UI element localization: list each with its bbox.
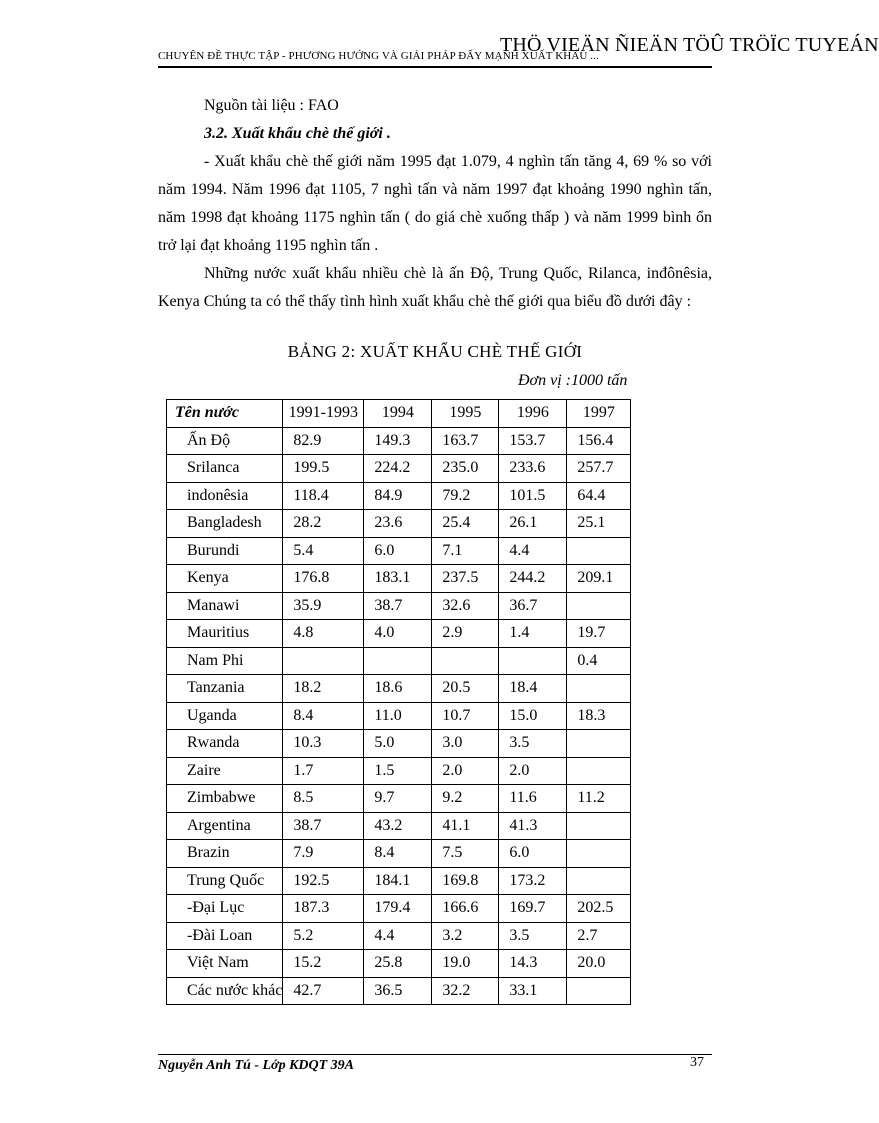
value-cell: 25.8	[364, 950, 432, 978]
value-cell	[499, 647, 567, 675]
table-row	[167, 455, 631, 483]
value-cell: 11.0	[364, 702, 432, 730]
value-cell	[283, 647, 364, 675]
value-cell	[364, 647, 432, 675]
value-cell: 202.5	[567, 895, 631, 923]
value-cell: 169.8	[432, 867, 499, 895]
country-cell: Ấn Độ	[167, 427, 283, 455]
table-row	[167, 702, 631, 730]
value-cell: 42.7	[283, 977, 364, 1005]
value-cell: 10.3	[283, 730, 364, 758]
value-cell: 6.0	[499, 840, 567, 868]
value-cell	[567, 977, 631, 1005]
table-row	[167, 812, 631, 840]
value-cell: 35.9	[283, 592, 364, 620]
value-cell: 36.7	[499, 592, 567, 620]
table-row	[167, 647, 631, 675]
table-header-row	[167, 400, 631, 428]
table-row	[167, 675, 631, 703]
value-cell: 41.3	[499, 812, 567, 840]
value-cell: 84.9	[364, 482, 432, 510]
value-cell: 14.3	[499, 950, 567, 978]
value-cell: 3.2	[432, 922, 499, 950]
value-cell: 4.4	[364, 922, 432, 950]
value-cell	[567, 675, 631, 703]
value-cell: 184.1	[364, 867, 432, 895]
value-cell: 233.6	[499, 455, 567, 483]
value-cell: 224.2	[364, 455, 432, 483]
value-cell	[432, 647, 499, 675]
value-cell: 20.0	[567, 950, 631, 978]
value-cell: 5.0	[364, 730, 432, 758]
value-cell: 1.7	[283, 757, 364, 785]
country-cell: Trung Quốc	[167, 867, 283, 895]
value-cell: 183.1	[364, 565, 432, 593]
value-cell: 1.5	[364, 757, 432, 785]
running-header-title: CHUYÊN ĐỀ THỰC TẬP - PHƯƠNG HƯỚNG VÀ GIẢI PHÁP ĐẨY MẠNH XUẤT KHẨU ...	[158, 50, 599, 62]
document-body	[158, 92, 712, 316]
value-cell: 118.4	[283, 482, 364, 510]
value-cell: 0.4	[567, 647, 631, 675]
country-cell: Rwanda	[167, 730, 283, 758]
table-row	[167, 592, 631, 620]
country-cell: Zimbabwe	[167, 785, 283, 813]
table-row	[167, 950, 631, 978]
table-title: BẢNG 2: XUẤT KHẨU CHÈ THẾ GIỚI	[287, 342, 583, 361]
header-cell: 1995	[432, 400, 499, 428]
table-row	[167, 537, 631, 565]
country-cell: Brazin	[167, 840, 283, 868]
header-cell: Tên nước	[167, 400, 283, 428]
value-cell: 15.2	[283, 950, 364, 978]
table-row	[167, 895, 631, 923]
country-cell: Nam Phi	[167, 647, 283, 675]
value-cell: 235.0	[432, 455, 499, 483]
value-cell: 4.0	[364, 620, 432, 648]
value-cell: 6.0	[364, 537, 432, 565]
value-cell: 25.4	[432, 510, 499, 538]
value-cell: 32.6	[432, 592, 499, 620]
value-cell: 19.7	[567, 620, 631, 648]
value-cell: 192.5	[283, 867, 364, 895]
value-cell: 7.5	[432, 840, 499, 868]
country-cell: Uganda	[167, 702, 283, 730]
value-cell: 209.1	[567, 565, 631, 593]
value-cell: 3.5	[499, 922, 567, 950]
value-cell: 179.4	[364, 895, 432, 923]
table-row	[167, 785, 631, 813]
value-cell: 36.5	[364, 977, 432, 1005]
value-cell: 2.0	[432, 757, 499, 785]
table-row	[167, 757, 631, 785]
value-cell: 257.7	[567, 455, 631, 483]
value-cell: 4.4	[499, 537, 567, 565]
value-cell: 163.7	[432, 427, 499, 455]
value-cell: 9.2	[432, 785, 499, 813]
value-cell: 18.3	[567, 702, 631, 730]
value-cell: 237.5	[432, 565, 499, 593]
value-cell: 2.7	[567, 922, 631, 950]
value-cell: 199.5	[283, 455, 364, 483]
table-row	[167, 730, 631, 758]
value-cell: 10.7	[432, 702, 499, 730]
value-cell: 244.2	[499, 565, 567, 593]
paragraph-export-overview: - Xuất khẩu chè thế giới năm 1995 đạt 1.079, 4 nghìn tấn tăng 4, 69 % so với năm 1994. Năm 1996 đạt 1105, 7 nghì tấn và năm 1997 đạt khoảng 1990 nghìn tấn, năm 1998 đạt khoảng 1175 nghìn tấn ( do giá chè xuống thấp ) và năm 1999 bình ổn trở lại đạt khoảng 1195 nghìn tấn .	[158, 153, 712, 254]
value-cell	[567, 867, 631, 895]
value-cell: 41.1	[432, 812, 499, 840]
value-cell: 2.0	[499, 757, 567, 785]
value-cell: 3.0	[432, 730, 499, 758]
country-cell: Manawi	[167, 592, 283, 620]
value-cell: 23.6	[364, 510, 432, 538]
value-cell: 7.9	[283, 840, 364, 868]
value-cell	[567, 757, 631, 785]
value-cell: 11.2	[567, 785, 631, 813]
value-cell: 64.4	[567, 482, 631, 510]
value-cell: 25.1	[567, 510, 631, 538]
table-row	[167, 427, 631, 455]
value-cell: 3.5	[499, 730, 567, 758]
table-row	[167, 867, 631, 895]
value-cell: 101.5	[499, 482, 567, 510]
value-cell: 153.7	[499, 427, 567, 455]
table-row	[167, 977, 631, 1005]
footer-divider	[158, 1054, 712, 1055]
header-cell: 1991-1993	[283, 400, 364, 428]
country-cell: Zaire	[167, 757, 283, 785]
value-cell: 38.7	[283, 812, 364, 840]
value-cell: 1.4	[499, 620, 567, 648]
table-row	[167, 620, 631, 648]
value-cell: 33.1	[499, 977, 567, 1005]
value-cell: 5.4	[283, 537, 364, 565]
value-cell: 149.3	[364, 427, 432, 455]
value-cell: 79.2	[432, 482, 499, 510]
country-cell: Argentina	[167, 812, 283, 840]
source-note: Nguồn tài liệu : FAO	[204, 97, 339, 114]
value-cell: 8.4	[283, 702, 364, 730]
value-cell: 11.6	[499, 785, 567, 813]
value-cell: 169.7	[499, 895, 567, 923]
value-cell: 26.1	[499, 510, 567, 538]
tea-export-table	[166, 399, 631, 1005]
footer-author: Nguyễn Anh Tú - Lớp KDQT 39A	[158, 1058, 355, 1073]
value-cell: 15.0	[499, 702, 567, 730]
section-heading: 3.2. Xuất khẩu chè thế giới .	[204, 125, 391, 142]
value-cell: 18.2	[283, 675, 364, 703]
country-cell: Tanzania	[167, 675, 283, 703]
value-cell: 8.4	[364, 840, 432, 868]
value-cell: 9.7	[364, 785, 432, 813]
table-row	[167, 922, 631, 950]
country-cell: -Đại Lục	[167, 895, 283, 923]
value-cell: 173.2	[499, 867, 567, 895]
value-cell: 43.2	[364, 812, 432, 840]
country-cell: Mauritius	[167, 620, 283, 648]
value-cell: 19.0	[432, 950, 499, 978]
value-cell	[567, 812, 631, 840]
paragraph-major-exporters: Những nước xuất khẩu nhiều chè là ấn Độ, Trung Quốc, Rilanca, inđônêsia, Kenya Chúng ta có thể thấy tình hình xuất khẩu chè thế giới qua biểu đồ dưới đây :	[158, 265, 712, 310]
country-cell: Bangladesh	[167, 510, 283, 538]
country-cell: Burundi	[167, 537, 283, 565]
value-cell: 176.8	[283, 565, 364, 593]
header-cell: 1996	[499, 400, 567, 428]
value-cell: 18.4	[499, 675, 567, 703]
page-number: 37	[690, 1055, 704, 1070]
country-cell: Srilanca	[167, 455, 283, 483]
country-cell: Việt Nam	[167, 950, 283, 978]
value-cell	[567, 840, 631, 868]
value-cell: 4.8	[283, 620, 364, 648]
country-cell: indonêsia	[167, 482, 283, 510]
value-cell: 8.5	[283, 785, 364, 813]
value-cell	[567, 537, 631, 565]
value-cell: 2.9	[432, 620, 499, 648]
value-cell: 166.6	[432, 895, 499, 923]
country-cell: Các nước khác	[167, 977, 283, 1005]
value-cell: 32.2	[432, 977, 499, 1005]
value-cell	[567, 592, 631, 620]
value-cell	[567, 730, 631, 758]
value-cell: 5.2	[283, 922, 364, 950]
header-divider	[158, 66, 712, 68]
value-cell: 156.4	[567, 427, 631, 455]
library-watermark: THÖ VIEÄN ÑIEÄN TÖÛ TRÖÏC TUYEÁN	[500, 34, 879, 56]
table-row	[167, 840, 631, 868]
value-cell: 38.7	[364, 592, 432, 620]
table-row	[167, 565, 631, 593]
table-row	[167, 510, 631, 538]
value-cell: 28.2	[283, 510, 364, 538]
value-cell: 7.1	[432, 537, 499, 565]
value-cell: 187.3	[283, 895, 364, 923]
header-cell: 1994	[364, 400, 432, 428]
table-row	[167, 482, 631, 510]
value-cell: 20.5	[432, 675, 499, 703]
value-cell: 18.6	[364, 675, 432, 703]
header-cell: 1997	[567, 400, 631, 428]
country-cell: -Đài Loan	[167, 922, 283, 950]
value-cell: 82.9	[283, 427, 364, 455]
country-cell: Kenya	[167, 565, 283, 593]
table-unit: Đơn vị :1000 tấn	[518, 372, 628, 389]
